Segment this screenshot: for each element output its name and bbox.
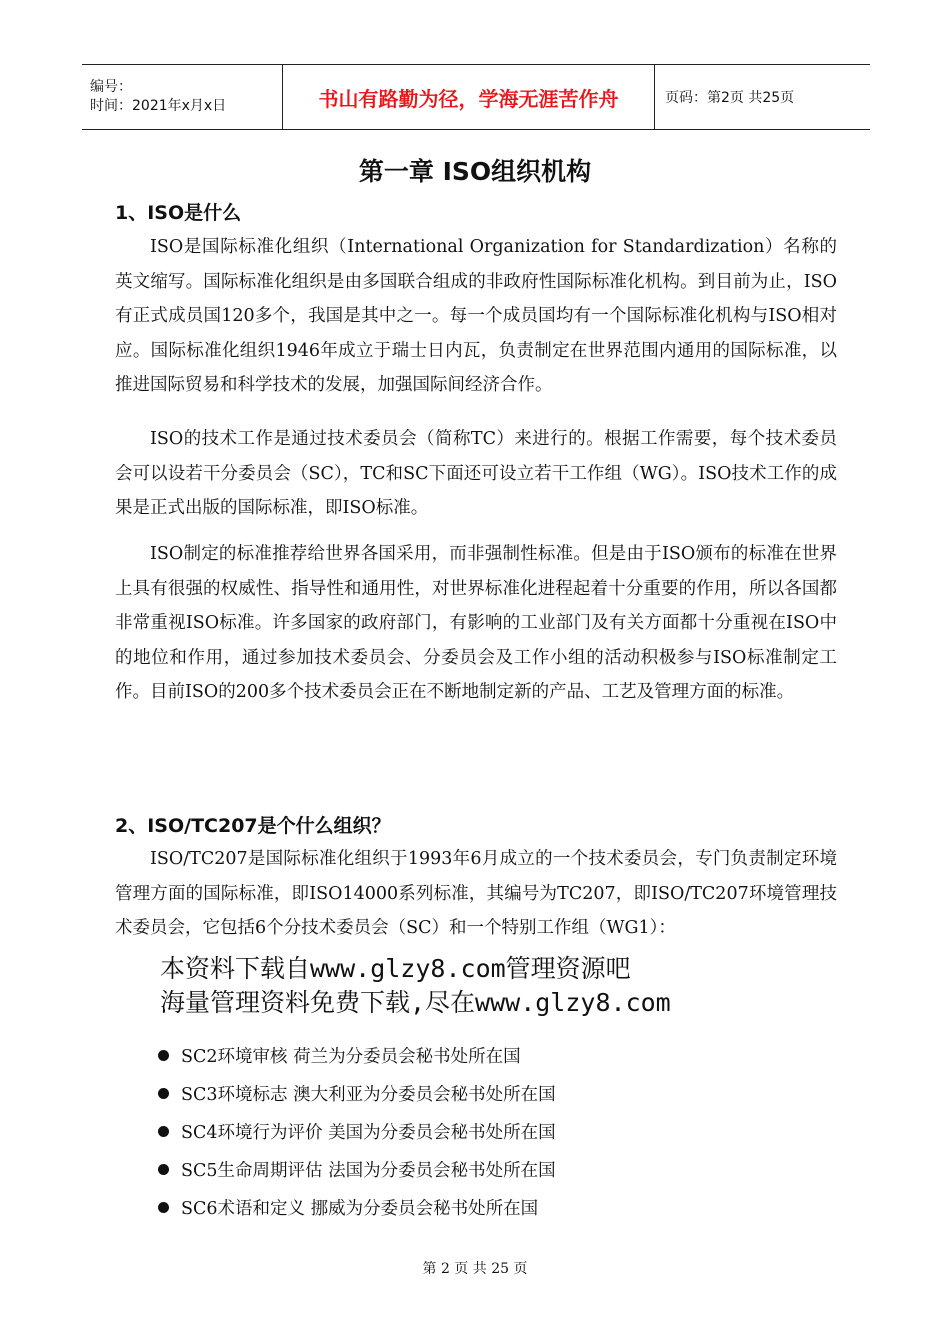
section1-paragraph-1: ISO是国际标准化组织（International Organization for Standardization）名称的英文缩写。国际标准化组织是由多国联合组成的非政府性国际标准化机构。到目前为止，ISO有正式成员国120多个，我国是其中之一。每一个成员国均有一个国际标准化机构与ISO相对应。国际标准化组织1946年成立于瑞士日内瓦，负责制定在世界范围内通用的国际标准，以推进国际贸易和科学技术的发展，加强国际间经济合作。 [115,237,837,395]
watermark-line-1: 本资料下载自www.glzy8.com管理资源吧 [160,954,631,983]
list-item: SC5生命周期评估 法国为分委员会秘书处所在国 [158,1150,556,1188]
header-table [82,64,870,130]
list-item: SC3环境标志 澳大利亚为分委员会秘书处所在国 [158,1074,556,1112]
bullet-icon [158,1164,169,1175]
header-motto: 书山有路勤为径，学海无涯苦作舟 [282,65,655,129]
chapter-title: 第一章 ISO组织机构 [358,157,592,186]
bullet-icon [158,1088,169,1099]
list-item: SC6术语和定义 挪威为分委员会秘书处所在国 [158,1188,556,1226]
number-label: 编号： [90,79,132,95]
section1-paragraph-3: ISO制定的标准推荐给世界各国采用，而非强制性标准。但是由于ISO颁布的标准在世界上具有很强的权威性、指导性和通用性，对世界标准化进程起着十分重要的作用，所以各国都非常重视ISO标准。许多国家的政府部门，有影响的工业部门及有关方面都十分重视在ISO中的地位和作用，通过参加技术委员会、分委员会及工作小组的活动积极参与ISO标准制定工作。目前ISO的200多个技术委员会正在不断地制定新的产品、工艺及管理方面的标准。 [115,544,837,702]
list-item: SC4环境行为评价 美国为分委员会秘书处所在国 [158,1112,556,1150]
list-item: SC2环境审核 荷兰为分委员会秘书处所在国 [158,1036,556,1074]
section1-heading: 1、ISO是什么 [115,202,242,224]
section1-paragraph-2: ISO的技术工作是通过技术委员会（简称TC）来进行的。根据工作需要，每个技术委员会可以设若干分委员会（SC），TC和SC下面还可设立若干工作组（WG）。ISO技术工作的成果是正式出版的国际标准，即ISO标准。 [115,429,837,518]
bullet-icon [158,1126,169,1137]
watermark-line-2: 海量管理资料免费下载,尽在www.glzy8.com [160,988,671,1017]
time-label: 时间：2021年x月x日 [90,98,227,114]
section2-paragraph: ISO/TC207是国际标准化组织于1993年6月成立的一个技术委员会，专门负责制定环境管理方面的国际标准，即ISO14000系列标准，其编号为TC207，即ISO/TC207环境管理技术委员会，它包括6个分技术委员会（SC）和一个特别工作组（WG1）： [115,849,837,938]
page-footer: 第 2 页 共 25 页 [422,1261,528,1277]
bullet-icon [158,1202,169,1213]
bullet-icon [158,1050,169,1061]
header-page-info: 页码：第2页 共25页 [665,90,795,106]
section2-heading: 2、ISO/TC207是个什么组织？ [115,815,391,837]
header-meta [82,65,282,129]
subcommittee-list [158,1036,556,1226]
